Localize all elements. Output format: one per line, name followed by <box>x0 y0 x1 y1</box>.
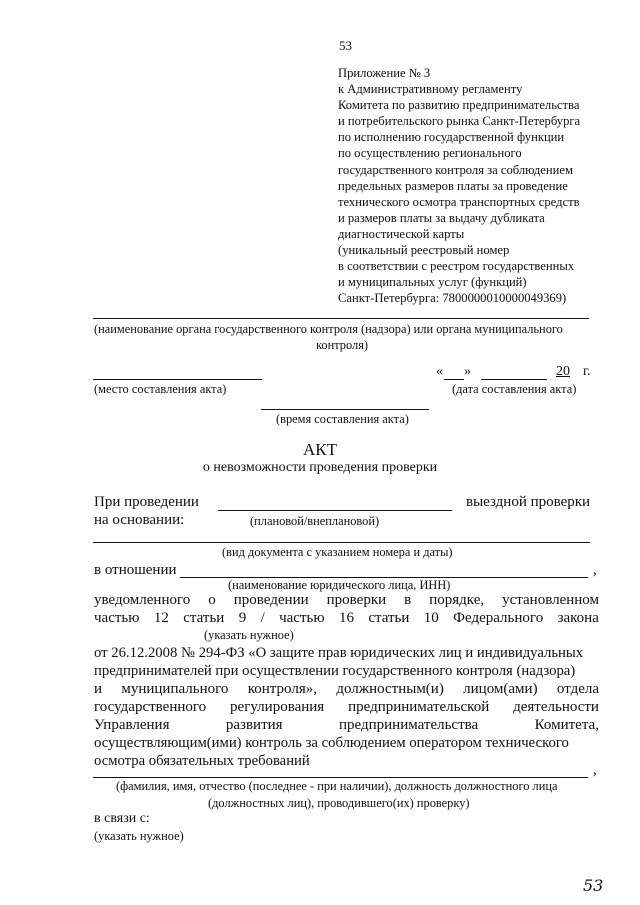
organ-caption: (наименование органа государственного контроля (надзора) или органа муниципального <box>94 322 563 336</box>
appendix-line: государственного контроля за соблюдением <box>338 162 573 177</box>
word: развития <box>225 717 283 733</box>
word: лицом(ами) <box>463 681 538 697</box>
body-text: осмотра обязательных требований <box>94 753 310 769</box>
word: установленном <box>502 592 599 608</box>
word: частью <box>94 610 140 626</box>
word: проверки <box>326 592 387 608</box>
word: частью <box>279 610 325 626</box>
word: 16 <box>338 610 354 626</box>
word: отдела <box>556 681 599 697</box>
word: / <box>260 610 265 626</box>
planned-caption: (плановой/внеплановой) <box>250 514 380 528</box>
word: муниципального <box>121 681 229 697</box>
date-quote-open: « <box>436 364 443 379</box>
body-justified-line <box>94 717 599 734</box>
word: должностным(и) <box>336 681 444 697</box>
body-text: предпринимателей при осуществлении государственного контроля (надзора) <box>94 663 576 679</box>
word: 10 <box>423 610 439 626</box>
word: статьи <box>183 610 225 626</box>
date-caption: (дата составления акта) <box>452 382 577 396</box>
handwritten-page-mark: 53 <box>583 876 604 895</box>
appendix-line: и размеров платы за выдачу дубликата <box>338 210 545 225</box>
word: в <box>404 592 412 608</box>
act-subtitle: о невозможности проведения проверки <box>202 460 438 475</box>
word: 12 <box>153 610 169 626</box>
appendix-line: Санкт-Петербурга: 7800000010000049369) <box>338 291 567 306</box>
organ-name-line[interactable] <box>93 318 589 319</box>
word: проведении <box>233 592 309 608</box>
word: порядке, <box>429 592 485 608</box>
time-line[interactable] <box>261 409 429 410</box>
specify-caption: (указать нужное) <box>94 829 184 843</box>
word: и <box>94 681 103 697</box>
appendix-line: в соответствии с реестром государственных <box>338 259 575 274</box>
appendix-line: по осуществлению регионального <box>338 146 522 161</box>
body-text: от 26.12.2008 № 294-ФЗ «О защите прав юридических лиц и индивидуальных <box>94 645 584 661</box>
word: статьи <box>368 610 410 626</box>
body-text: на основании: <box>94 512 185 528</box>
date-quote-close: » <box>464 364 471 379</box>
body-text: , <box>593 562 597 578</box>
word: контроля», <box>247 681 317 697</box>
body-justified-line <box>94 681 599 698</box>
word: Комитета, <box>534 717 599 733</box>
appendix-line: предельных размеров платы за проведение <box>338 178 568 193</box>
body-text: При проведении <box>94 494 199 510</box>
official-caption: (должностных лиц), проводившего(их) проверку) <box>208 796 470 810</box>
appendix-line: технического осмотра транспортных средств <box>338 194 580 209</box>
official-caption: (фамилия, имя, отчество (последнее - при наличии), должность должностного лица <box>116 779 558 793</box>
word: деятельности <box>513 699 599 715</box>
body-text: в связи с: <box>94 811 150 826</box>
body-justified-line <box>94 699 599 716</box>
place-line[interactable] <box>93 379 262 380</box>
document-caption: (вид документа с указанием номера и даты) <box>222 545 453 559</box>
word: 9 <box>238 610 247 626</box>
date-year: 20 <box>556 364 570 379</box>
word: регулирования <box>230 699 325 715</box>
appendix-line: диагностической карты <box>338 226 465 241</box>
appendix-line: по исполнению государственной функции <box>338 130 565 145</box>
word: закона <box>557 610 599 626</box>
date-month-line[interactable] <box>481 379 547 380</box>
inspection-type-line[interactable] <box>218 510 452 511</box>
word: Федерального <box>453 610 544 626</box>
appendix-line: Комитета по развитию предпринимательства <box>338 98 580 113</box>
place-caption: (место составления акта) <box>94 382 227 396</box>
body-justified-line <box>94 610 599 627</box>
word: государственного <box>94 699 207 715</box>
body-text: в отношении <box>94 562 177 578</box>
document-line[interactable] <box>93 542 590 543</box>
body-text: , <box>593 762 597 778</box>
word: уведомленного <box>94 592 191 608</box>
appendix-line: (уникальный реестровый номер <box>338 243 510 258</box>
word: о <box>208 592 216 608</box>
appendix-line: и потребительского рынка Санкт-Петербурга <box>338 114 581 129</box>
date-year-suffix: г. <box>583 364 591 379</box>
date-day-line[interactable] <box>444 379 464 380</box>
word: Управления <box>94 717 170 733</box>
specify-caption: (указать нужное) <box>204 628 294 642</box>
organ-caption: контроля) <box>316 338 369 352</box>
time-caption: (время составления акта) <box>276 412 409 426</box>
word: предпринимательской <box>348 699 490 715</box>
appendix-header <box>338 65 580 306</box>
word: предпринимательства <box>339 717 479 733</box>
act-title: АКТ <box>303 440 337 459</box>
appendix-line: к Административному регламенту <box>338 82 523 97</box>
entity-caption: (наименование юридического лица, ИНН) <box>228 578 451 592</box>
appendix-line: и муниципальных услуг (функций) <box>338 275 527 290</box>
body-text: осуществляющим(ими) контроль за соблюдением оператором технического <box>94 735 569 751</box>
appendix-line: Приложение № 3 <box>338 66 431 80</box>
body-text: выездной проверки <box>466 494 591 510</box>
official-line[interactable] <box>93 777 588 778</box>
page-number: 53 <box>339 38 352 53</box>
body-justified-line <box>94 592 599 609</box>
